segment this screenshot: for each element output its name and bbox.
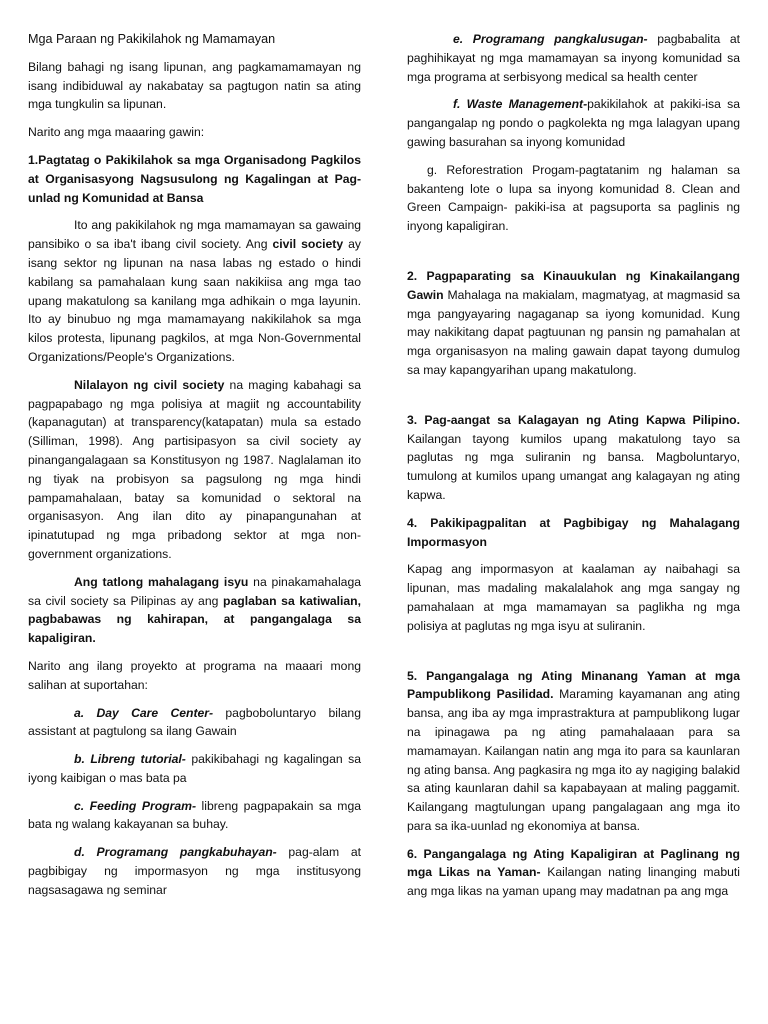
list-item-c: [28, 797, 361, 835]
item-e-text: pagbabalita at paghihikayat ng mga mamamayan sa inyong komunidad sa mga programa at serbisyong medical sa health center: [407, 32, 741, 84]
p3-lead: Ang tatlong mahalagang isyu: [74, 574, 249, 589]
item-b-label: b. Libreng tutorial-: [74, 752, 186, 767]
left-column: [28, 30, 361, 909]
item-c-text: libreng pagpapakain sa mga bata ng walang kakayanan sa buhay.: [28, 798, 362, 832]
civil-society-paragraph: [28, 216, 361, 366]
item-d-label: d. Programang pangkabuhayan-: [74, 845, 277, 860]
section-6: [407, 845, 740, 901]
item-f-text: pakikilahok at pakiki-isa sa pangangalap ng pondo o pagkolekta ng mga lalagyan upang gawing basurahan sa inyong komunidad: [407, 97, 740, 149]
intro-paragraph: Bilang bahagi ng isang lipunan, ang pagkamamamayan ng isang indibiduwal ay nakabatay sa pagtugon natin sa ating mga tungkulin sa lipunan.: [28, 59, 361, 112]
section-2-text: Mahalaga na makialam, magmatyag, at magmasid sa mga pangyayaring nagaganap sa iyong komunidad. Kung may nakikitang dapat pagtuunan ng pansin ng pamahalan at mga organisasyon na maling gawain dapat tayong dumulog sa may kapangyarihan upang makatulong.: [407, 287, 740, 377]
issues-paragraph: [28, 573, 361, 648]
spacer: [407, 245, 740, 267]
section-1-heading: 1.Pagtatag o Pakikilahok sa mga Organisadong Pagkilos at Organisasyong Nagsusulong ng Kagalingan at Pag-unlad ng Komunidad at Bansa: [28, 152, 361, 205]
item-c-label: c. Feeding Program-: [74, 798, 197, 813]
section-3-heading: 3. Pag-aangat sa Kalagayan ng Ating Kapwa Pilipino.: [407, 412, 740, 427]
list-item-a: [28, 704, 361, 742]
section-2-heading: 2. Pagpaparating sa Kinauukulan ng Kinakailangang Gawin: [407, 268, 740, 302]
p2-lead: Nilalayon ng civil society: [74, 377, 225, 392]
list-item-d: [28, 843, 361, 899]
p3-text: na pinakamahalaga sa civil society sa Pilipinas ay ang: [28, 574, 361, 608]
lead-paragraph: Narito ang mga maaaring gawin:: [28, 125, 205, 140]
spacer: [407, 389, 740, 411]
item-d-text: pag-alam at pagbibigay ng impormasyon ng mga institusyong nagsasagawa ng seminar: [28, 845, 362, 897]
right-column: [407, 30, 740, 910]
section-4-text: Kapag ang impormasyon at kaalaman ay naibahagi sa lipunan, mas madaling makalalahok ang mga sangay ng pamahalaan at mga mamamayan sa paglikha ng mga polisiya at paglutas ng mga isyu at suliranin.: [407, 562, 740, 633]
section-5: [407, 667, 740, 836]
projects-paragraph: Narito ang ilang proyekto at programa na maaari mong salihan at suportahan:: [28, 658, 361, 692]
section-6-heading: 6. Pangangalaga ng Ating Kapaligiran at Paglinang ng mga Likas na Yaman-: [407, 846, 740, 880]
list-item-e: [407, 30, 740, 86]
section-3: [407, 411, 740, 505]
section-2: [407, 267, 740, 380]
p1-term: civil society: [272, 237, 344, 252]
section-5-text: Maraming kayamanan ang ating bansa, ang iba ay mga imprastraktura at pampublikong lugar na ipinagawa pa ng ating pamahalaaan para sa mamamayan. Kailangan natin ang mga ito para sa kaunlaran ng ating bansa. Ang pagkasira ng mga ito ay nagiging balakid sa ating kaunlaran dahil sa kapabayaan at maling paggamit. Kailangang magtulungan upang pangalagaan ang mga ito para sa ika-uunlad ng ekonomiya at bansa.: [407, 687, 740, 833]
item-b-text: pakikibahagi ng kagalingan sa iyong kaibigan o mas bata pa: [28, 752, 361, 785]
list-item-f: [407, 95, 740, 151]
section-6-text: Kailangan nating linanging mabuti ang mga likas na yaman upang may madatnan pa ang mga: [407, 865, 740, 899]
section-3-text: Kailangan tayong kumilos upang makatulong tayo sa paglutas ng mga suliranin ng bansa. Magboluntaryo, tumulong at kumilos upang umangat ang kalagayan ng ating kapwa.: [407, 431, 740, 502]
objectives-paragraph: [28, 376, 361, 564]
p2-text: na maging kabahagi sa pagpapabago ng mga polisiya at magiit ng accountability (kapanagutan) at transparency(katapatan) mula sa estado (Silliman, 1998). Ang partisipasyon sa civil society ay pinangangalagaan sa Konstitusyon ng 1987. Naglalaman ito ng tiyak na probisyon sa pagsulong ng mga hindi pampamahalaan, batay sa komunidad o sektoral na organisasyon. Ang ilan dito ay pinapangunahan at ipinatutupad ng mga pribadong sektor at mga non-government organizations.: [28, 377, 361, 561]
item-a-label: a. Day Care Center-: [74, 705, 214, 720]
list-item-b: [28, 750, 361, 788]
p1-text-c: ay isang sektor ng lipunan na nasa labas ng estado o hindi kabilang sa pamahalaan kung saan nakikiisa ang mga tao upang makatulong sa kanilang mga adhikain o mga layunin. Ito ay binubuo ng mga mamamayang nakikilahok sa mga kilos protesta, lipunang pagkilos, at mga Non-Governmental Organizations/People's Organizations.: [28, 237, 362, 364]
item-e-label: e. Programang pangkalusugan-: [453, 32, 648, 46]
section-5-heading: 5. Pangangalaga ng Ating Minanang Yaman at mga Pampublikong Pasilidad.: [407, 668, 740, 702]
item-a-text: pagboboluntaryo bilang assistant at pagtulong sa ilang Gawain: [28, 705, 361, 739]
item-f-label: f. Waste Management-: [453, 97, 588, 112]
p1-text-a: Ito ang pakikilahok ng mga mamamayan sa gawaing pansibiko o sa iba't ibang civil society. Ang: [28, 218, 361, 252]
page-title: Mga Paraan ng Pakikilahok ng Mamamayan: [28, 32, 276, 46]
section-4-heading: 4. Pakikipagpalitan at Pagbibigay ng Mahalagang Impormasyon: [407, 515, 740, 549]
list-item-g: g. Reforestration Progam-pagtatanim ng halaman sa bakanteng lote o lupa sa inyong komunidad 8. Clean and Green Campaign- pakiki-isa at pagsuporta sa paglinis ng inyong kapaligiran.: [407, 162, 740, 234]
spacer: [407, 645, 740, 667]
p3-issues: paglaban sa katiwalian, pagbabawas ng kahirapan, at pangangalaga sa kapaligiran.: [28, 593, 361, 646]
